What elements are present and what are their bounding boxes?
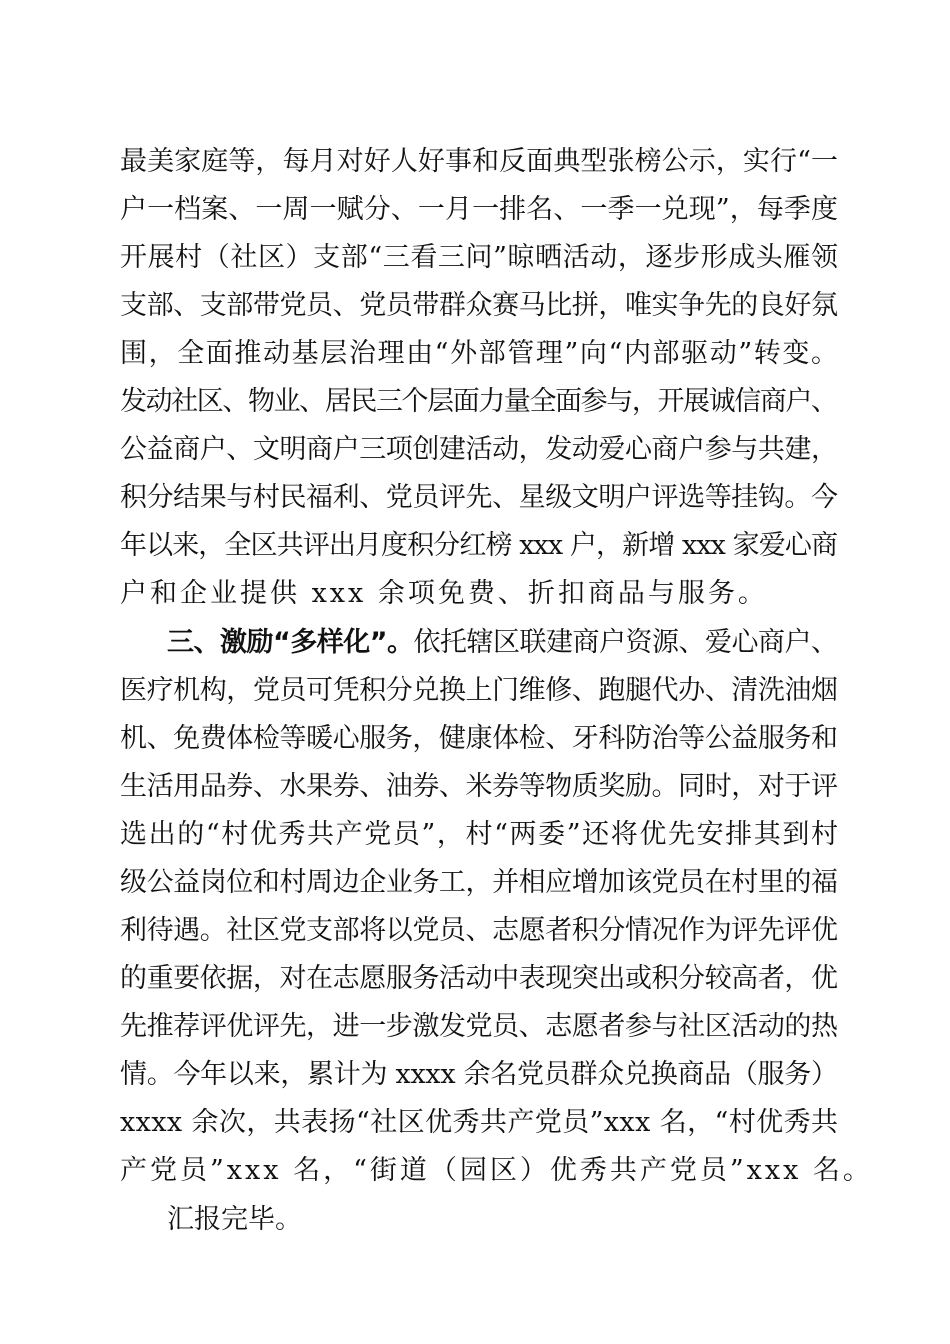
body-line: 生活用品券、水果券、油券、米券等物质奖励。同时，对于评 [120, 771, 838, 802]
body-line: 户一档案、一周一赋分、一月一排名、一季一兑现”，每季度 [120, 194, 839, 225]
body-line: 医疗机构，党员可凭积分兑换上门维修、跑腿代办、清洗油烟 [120, 675, 838, 706]
body-line: 选出的“村优秀共产党员”，村“两委”还将优先安排其到村 [120, 819, 840, 850]
body-line: 户和企业提供 xxx 余项免费、折扣商品与服务。 [120, 578, 768, 609]
body-line: 情。今年以来，累计为 xxxx 余名党员群众兑换商品（服务） [120, 1059, 838, 1090]
body-line: xxxx 余次，共表扬“社区优秀共产党员”xxx 名，“村优秀共 [120, 1107, 839, 1138]
body-line: 最美家庭等，每月对好人好事和反面典型张榜公示，实行“一 [120, 146, 839, 177]
body-line: 围，全面推动基层治理由“外部管理”向“内部驱动”转变。 [120, 338, 840, 369]
body-line: 发动社区、物业、居民三个层面力量全面参与，开展诚信商户、 [120, 386, 837, 417]
section-3-first-line [167, 623, 838, 663]
body-line: 机、免费体检等暖心服务，健康体检、牙科防治等公益服务和 [120, 723, 838, 754]
body-line: 开展村（社区）支部“三看三问”晾晒活动，逐步形成头雁领 [120, 242, 839, 273]
body-line: 先推荐评优评先，进一步激发党员、志愿者参与社区活动的热 [120, 1011, 838, 1042]
closing-line: 汇报完毕。 [167, 1204, 302, 1235]
body-line: 级公益岗位和村周边企业务工，并相应增加该党员在村里的福 [120, 867, 838, 898]
body-line: 年以来，全区共评出月度积分红榜 xxx 户，新增 xxx 家爱心商 [120, 530, 838, 561]
body-line: 的重要依据，对在志愿服务活动中表现突出或积分较高者，优 [120, 963, 838, 994]
body-line: 公益商户、文明商户三项创建活动，发动爱心商户参与共建， [120, 434, 838, 465]
body-line: 利待遇。社区党支部将以党员、志愿者积分情况作为评先评优 [120, 915, 838, 946]
body-line: 支部、支部带党员、党员带群众赛马比拼，唯实争先的良好氛 [120, 290, 838, 321]
section-3-first-line-text: 依托辖区联建商户资源、爱心商户、 [413, 627, 838, 658]
body-line: 产党员”xxx 名，“街道（园区）优秀共产党员”xxx 名。 [120, 1155, 873, 1186]
body-line: 积分结果与村民福利、党员评先、星级文明户评选等挂钩。今 [120, 482, 838, 513]
section-3-heading: 三、激励“多样化”。 [167, 627, 414, 658]
